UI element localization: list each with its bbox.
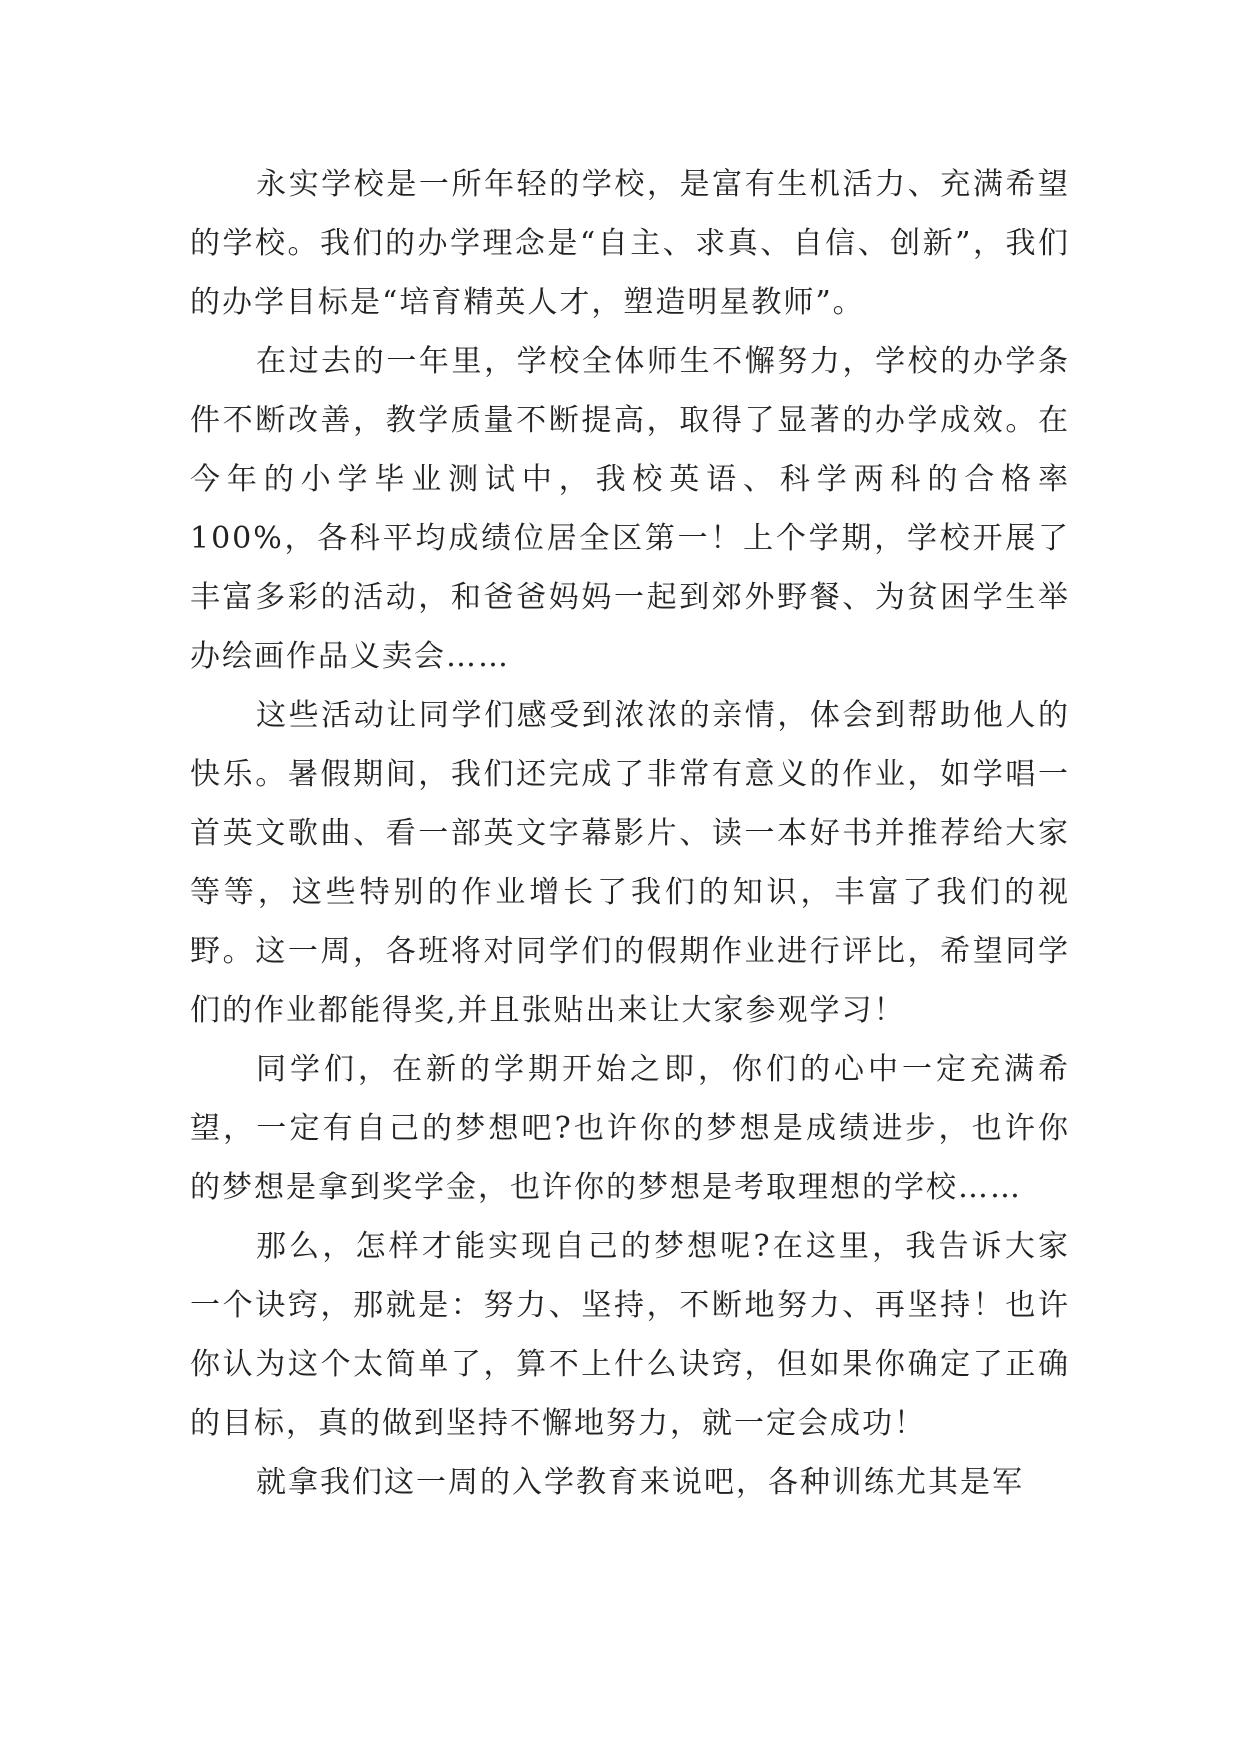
paragraph-6: 就拿我们这一周的入学教育来说吧，各种训练尤其是军: [256, 1465, 1024, 1500]
paragraph-1: 永实学校是一所年轻的学校，是富有生机活力、充满希望的学校。我们的办学理念是“自主、求真、自信、创新”，我们的办学目标是“培育精英人才，塑造明星教师”。: [190, 167, 1070, 320]
paragraph-3: 这些活动让同学们感受到浓浓的亲情，体会到帮助他人的快乐。暑假期间，我们还完成了非常有意义的作业，如学唱一首英文歌曲、看一部英文字幕影片、读一本好书并推荐给大家等等，这些特别的作业增长了我们的知识，丰富了我们的视野。这一周，各班将对同学们的假期作业进行评比，希望同学们的作业都能得奖,并且张贴出来让大家参观学习！: [190, 698, 1070, 1028]
paragraph-4: 同学们，在新的学期开始之即，你们的心中一定充满希望，一定有自己的梦想吧?也许你的梦想是成绩进步，也许你的梦想是拿到奖学金，也许你的梦想是考取理想的学校……: [190, 1052, 1070, 1205]
paragraph-2: 在过去的一年里，学校全体师生不懈努力，学校的办学条件不断改善，教学质量不断提高，取得了显著的办学成效。在今年的小学毕业测试中，我校英语、科学两科的合格率100%，各科平均成绩位居全区第一！上个学期，学校开展了丰富多彩的活动，和爸爸妈妈一起到郊外野餐、为贫困学生举办绘画作品义卖会……: [190, 344, 1070, 674]
document-body: [190, 155, 1070, 1512]
paragraph-5: 那么，怎样才能实现自己的梦想呢?在这里，我告诉大家一个诀窍，那就是：努力、坚持，不断地努力、再坚持！也许你认为这个太简单了，算不上什么诀窍，但如果你确定了正确的目标，真的做到坚持不懈地努力，就一定会成功！: [190, 1229, 1070, 1441]
